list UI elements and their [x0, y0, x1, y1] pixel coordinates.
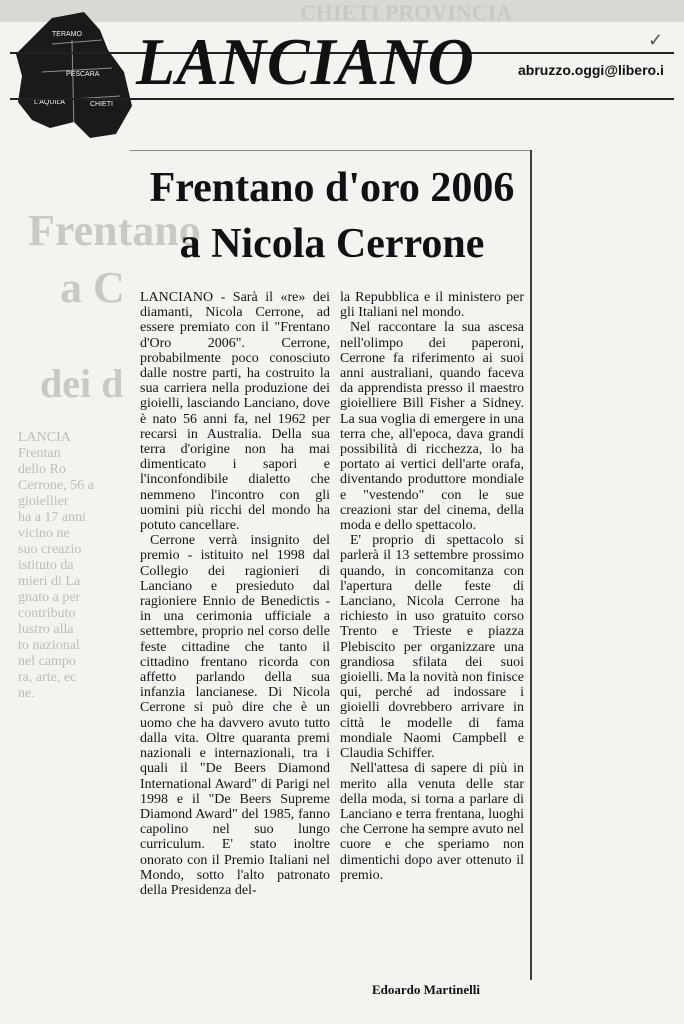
pen-mark-icon: ✓ — [648, 30, 664, 50]
map-label-teramo: TERAMO — [52, 31, 82, 38]
masthead-title: LANCIANO — [136, 24, 475, 99]
article-paragraph: Nell'attesa di sapere di più in merito alla venuta delle star della moda, si torna a parlare di Lanciano e terra frentana, luoghi che Cerrone ha sempre avuto nel cuore e che speriamo non dimentichi dopo aver ottenuto il premio. — [340, 761, 524, 883]
map-label-aquila: L'AQUILA — [34, 99, 65, 106]
article-title — [134, 160, 530, 272]
bleed-through-header: CHIETI PROVINCIA — [300, 0, 513, 25]
divider-top — [130, 150, 530, 151]
article-column-right — [340, 290, 524, 883]
article-title-line-1: Frentano d'oro 2006 — [149, 165, 515, 211]
article-paragraph: E' proprio di spettacolo si parlerà il 13 settembre prossimo quando, in concomitanza con l'apertura delle feste di Lanciano, Nicola Cerrone ha richiesto in uso gratuito corso Trento e Trieste e piazza Plebiscito per organizzare una grandiosa sfilata dei suoi gioielli. Ma la novità non finisce qui, perché ad indossare i gioielli dovrebbero arrivare in città le modelle di fama mondiale Naomi Campbell e Claudia Schiffer. — [340, 533, 524, 762]
bleed-through-headline-2: a C — [60, 263, 125, 312]
article-column-left — [140, 290, 330, 898]
article-title-line-2: a Nicola Cerrone — [179, 221, 485, 267]
article-author: Edoardo Martinelli — [372, 982, 480, 997]
map-label-chieti: CHIETI — [90, 101, 113, 108]
article-paragraph: LANCIANO - Sarà il «re» dei diamanti, Nicola Cerrone, ad essere premiato con il "Frentano d'Oro 2006". Cerrone, probabilmente poco conosciuto dalle nostre parti, ha costruito la sua carriera nella produzione dei gioielli, lasciando Lanciano, dove è nato 56 anni fa, nel 1962 per recarsi in Australia. Della sua terra d'origine non ha mai dimenticato i sapori e l'inconfondibile dialetto che nemmeno l'incontro con gli uomini più ricchi del mondo ha potuto cancellare. — [140, 290, 330, 534]
bleed-through-headline: Frentano — [28, 206, 201, 255]
article-paragraph: la Repubblica e il ministero per gli Italiani nel mondo. — [340, 290, 524, 321]
article-paragraph: Nel raccontare la sua ascesa nell'olimpo dei paperoni, Cerrone fa riferimento ai suoi anni australiani, quando faceva da apprendista presso il maestro gioielliere Bill Fisher a Sidney. La sua voglia di emergere in una terra che, all'epoca, dava grandi possibilità di ricchezza, lo ha portato ai vertici dell'arte orafa, diventando produttore mondiale e "vestendo" con le sue creazioni star del cinema, della moda e dello spettacolo. — [340, 320, 524, 534]
bleed-through-column: LANCIA Frentan dello Ro Cerrone, 56 a gioiellier ha a 17 anni vicino ne suo creazio istituto da mieri di La gnato a per contributo lustro alla to nazional nel campo ra, arte, ec ne. — [18, 430, 94, 701]
article-paragraph: Cerrone verrà insignito del premio - istituito nel 1998 dal Collegio dei ragionieri di Lanciano e presieduto dal ragioniere Ennio de Benedictis - in una cerimonia ufficiale a settembre, proprio nel corso delle feste cittadine che tanto il cittadino frentano ricorda con affetto parlando della sua infanzia lancianese. Di Nicola Cerrone si può dire che è un uomo che ha davvero avuto tutto dalla vita. Oltre quaranta premi nazionali e internazionali, tra i quali il "De Beers Diamond International Award" di Parigi nel 1998 e il "De Beers Supreme Diamond Award" del 1985, fanno capolino nel suo lungo curriculum. E' stato inoltre onorato con il Premio Italiani nel Mondo, sotto l'alto patronato della Presidenza del- — [140, 533, 330, 898]
masthead-email: abruzzo.oggi@libero.i — [518, 62, 664, 78]
divider-right — [530, 150, 532, 980]
bleed-through-headline-3: dei d — [40, 361, 124, 406]
map-label-pescara: PESCARA — [66, 71, 100, 78]
